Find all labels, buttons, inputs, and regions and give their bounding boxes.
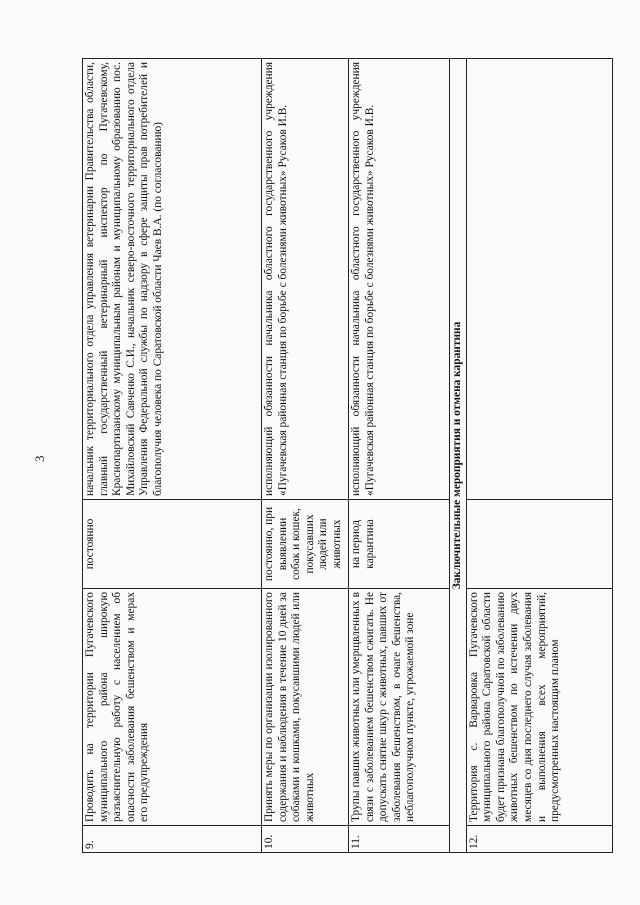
section-title: Заключительные мероприятия и отмена карантина xyxy=(450,59,467,853)
row-number: 11. xyxy=(349,826,450,853)
responsible-cell: начальник территориального отдела управления ветеринарии Правительства области, главный государственный ветеринарный инспектор по Пугачевскому, Краснопартизанскому муниципальным районам и муниципальному образованию пос. Михайловский Савченко С.И., начальник северо-восточного территориального отдела Управления Федеральной службы по надзору в сфере защиты прав потребителей и благополучия человека по Саратовской области Чаев В.А. (по согласованию) xyxy=(83,59,262,500)
term-cell: постоянно xyxy=(83,500,262,589)
table-row xyxy=(262,59,349,853)
row-number: 9. xyxy=(83,826,262,853)
table-row xyxy=(83,59,262,853)
activity-cell: Проводить на территории Пугачевского муниципального района широкую разъяснительную работу с населением об опасности заболевания бешенством и мерах его предупреждения xyxy=(83,589,262,826)
measures-table-wrapper xyxy=(82,58,601,853)
section-row xyxy=(450,59,467,853)
term-cell: на период карантина xyxy=(349,500,450,589)
responsible-cell: исполняющий обязанности начальника областного государственного учреждения «Пугачевская районная станция по борьбе с болезнями животных» Русаков И.В. xyxy=(262,59,349,500)
page-number: 3 xyxy=(32,455,47,462)
table-row xyxy=(349,59,450,853)
responsible-cell xyxy=(466,59,612,500)
responsible-cell: исполняющий обязанности начальника областного государственного учреждения «Пугачевская районная станция по борьбе с болезнями животных» Русаков И.В. xyxy=(349,59,450,500)
row-number: 10. xyxy=(262,826,349,853)
table-row xyxy=(466,59,612,853)
measures-table xyxy=(82,58,613,853)
term-cell: постоянно, при выявлении собак и кошек, покусавших людей или животных xyxy=(262,500,349,589)
activity-cell: Трупы павших животных или умерщвленных в связи с заболеванием бешенством сжигать. Не допускать снятие шкур с животных, павших от заболевания бешенством, в очаге бешенства, неблагополучном пункте, угрожаемой зоне xyxy=(349,589,450,826)
activity-cell: Территория с. Варваровка Пугачевского муниципального района Саратовской области будет признана благополучной по заболеванию животных бешенством по истечении двух месяцев со дня последнего случая заболевания и выполнения всех мероприятий, предусмотренных настоящим планом xyxy=(466,589,612,826)
term-cell xyxy=(466,500,612,589)
activity-cell: Принять меры по организации изолированного содержания и наблюдения в течение 10 дней за собаками и кошками, покусавшими людей или животных xyxy=(262,589,349,826)
row-number: 12. xyxy=(466,826,612,853)
